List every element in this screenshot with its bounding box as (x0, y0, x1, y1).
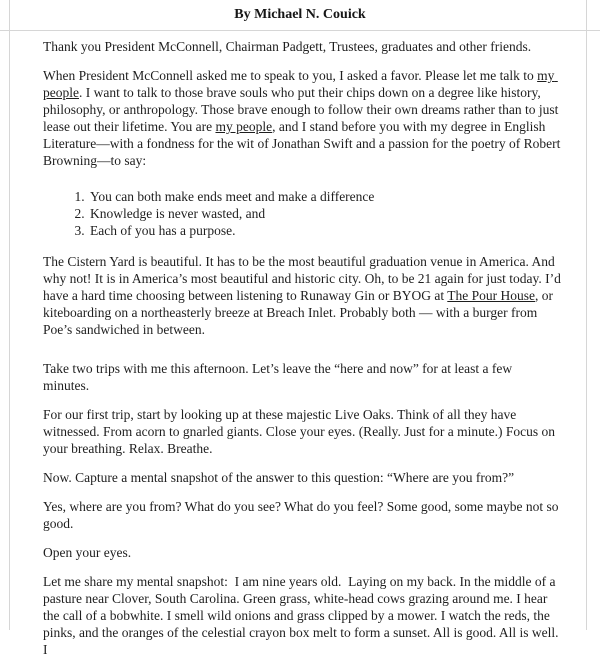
paragraph (43, 573, 561, 658)
paragraph (43, 469, 561, 486)
text-run: Take two trips with me this afternoon. Let’s leave the “here and now” for at least a few minutes. (43, 361, 516, 393)
text-run: Let me share my mental snapshot: I am nine years old. Laying on my back. In the middle of a pasture near Clover, South Carolina. Green grass, white-head cows grazing around me. I hear the call of a bobwhite. I smell wild onions and grass clipped by a mower. I watch the reds, the pinks, and the oranges of the celestial crayon box melt to form a sunset. All is good. All is well. I (43, 574, 562, 657)
page-edge-right (586, 0, 587, 630)
paragraph (43, 67, 564, 169)
page-edge-left (9, 0, 10, 630)
text-run: Open your eyes. (43, 545, 132, 560)
list-item: 3. Each of you has a purpose. (88, 222, 561, 239)
text-run: The Cistern Yard is beautiful. It has to be the most beautiful graduation venue in America. And why not! It is in America’s most beautiful and historic city. Oh, to be 21 again for just today. I’d have a hard time choosing between listening to Runaway Gin or BYOG at (43, 254, 565, 303)
text-run: When President McConnell asked me to speak to you, I asked a favor. Please let me talk to (43, 68, 538, 83)
document-body (43, 38, 565, 670)
document-byline: By Michael N. Couick (234, 7, 366, 22)
paragraph (43, 253, 565, 338)
list-item: 2. Knowledge is never wasted, and (88, 205, 561, 222)
paragraph (43, 544, 561, 561)
paragraph (43, 498, 561, 532)
header-divider (0, 30, 600, 31)
text-run: , and I stand before you with my degree in English Literature—with a fondness for the wit of Jonathan Swift and a passion for the poetry of Robert Browning—to say: (43, 119, 564, 168)
paragraph (43, 406, 561, 457)
text-run: For our first trip, start by looking up at these majestic Live Oaks. Think of all they have witnessed. From acorn to gnarled giants. Close your eyes. (Really. Just for a minute.) Focus on your breathing. Relax. Breathe. (43, 407, 559, 456)
text-run: . I want to talk to those brave souls who put their chips down on a degree like history, philosophy, or anthropology. Those brave enough to follow their own dreams rather than to just lease out their lifetime. You are (43, 85, 562, 134)
blank-line-spacer (43, 350, 561, 360)
underlined-text: my people (43, 68, 558, 100)
paragraph (43, 38, 561, 55)
text-run: Yes, where are you from? What do you see? What do you feel? Some good, some maybe not so good. (43, 499, 562, 531)
text-run: Now. Capture a mental snapshot of the answer to this question: “Where are you from?” (43, 470, 515, 485)
text-run: , or kiteboarding on a northeasterly breeze at Breach Inlet. Probably both — with a burger from Poe’s sandwiched in between. (43, 288, 557, 337)
underlined-text: The Pour House (447, 288, 536, 303)
list-item: 1. You can both make ends meet and make a difference (88, 188, 561, 205)
paragraph (43, 360, 561, 394)
numbered-list (43, 188, 561, 239)
underlined-text: my people (215, 119, 273, 134)
text-run: Thank you President McConnell, Chairman Padgett, Trustees, graduates and other friends. (43, 39, 532, 54)
